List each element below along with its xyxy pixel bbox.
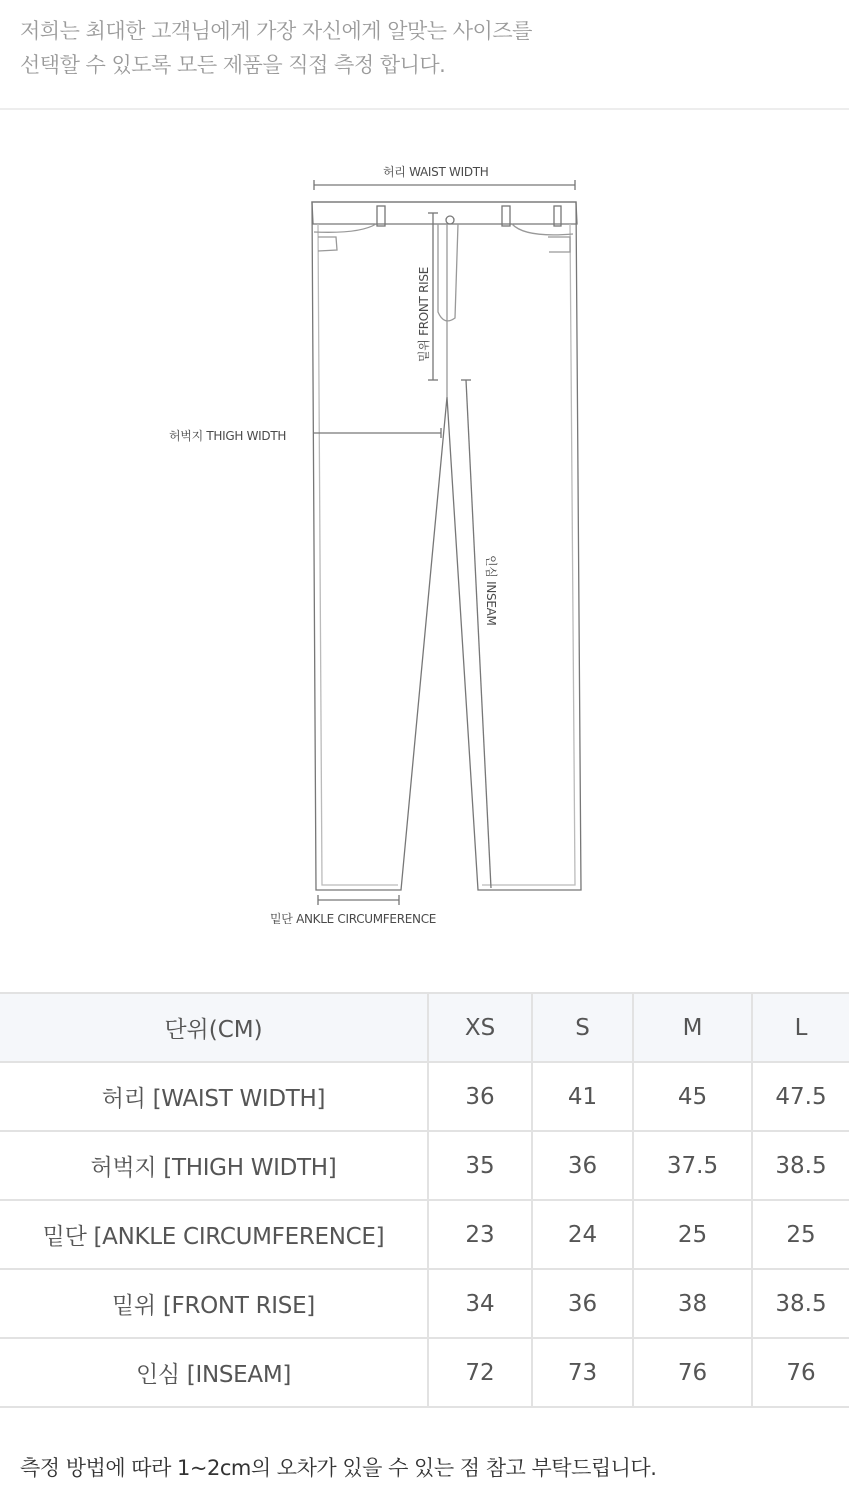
row-label: 허벅지 [THIGH WIDTH] xyxy=(0,1131,428,1200)
pants-measurement-diagram xyxy=(0,112,849,972)
size-table xyxy=(0,992,849,1408)
cell-value: 23 xyxy=(428,1200,532,1269)
thigh-label: 허벅지 THIGH WIDTH xyxy=(169,429,287,443)
cell-value: 72 xyxy=(428,1338,532,1407)
cell-value: 41 xyxy=(532,1062,633,1131)
table-row xyxy=(0,1131,849,1200)
table-header-row xyxy=(0,993,849,1062)
cell-value: 24 xyxy=(532,1200,633,1269)
header-unit: 단위(CM) xyxy=(0,993,428,1062)
intro-divider xyxy=(0,108,849,110)
cell-value: 47.5 xyxy=(752,1062,849,1131)
table-row xyxy=(0,1338,849,1407)
cell-value: 37.5 xyxy=(633,1131,752,1200)
cell-value: 73 xyxy=(532,1338,633,1407)
cell-value: 76 xyxy=(633,1338,752,1407)
cell-value: 35 xyxy=(428,1131,532,1200)
cell-value: 36 xyxy=(532,1131,633,1200)
header-size-s: S xyxy=(532,993,633,1062)
intro-line-2: 선택할 수 있도록 모든 제품을 직접 측정 합니다. xyxy=(20,53,446,77)
cell-value: 25 xyxy=(752,1200,849,1269)
row-label: 허리 [WAIST WIDTH] xyxy=(0,1062,428,1131)
table-row xyxy=(0,1269,849,1338)
cell-value: 38.5 xyxy=(752,1269,849,1338)
header-size-m: M xyxy=(633,993,752,1062)
header-size-l: L xyxy=(752,993,849,1062)
measurement-note: 측정 방법에 따라 1~2cm의 오차가 있을 수 있는 점 참고 부탁드립니다. xyxy=(20,1456,657,1480)
cell-value: 36 xyxy=(532,1269,633,1338)
cell-value: 25 xyxy=(633,1200,752,1269)
inseam-label: 인심 INSEAM xyxy=(484,555,498,626)
row-label: 밑단 [ANKLE CIRCUMFERENCE] xyxy=(0,1200,428,1269)
cell-value: 38 xyxy=(633,1269,752,1338)
pants-illustration xyxy=(0,112,849,972)
cell-value: 34 xyxy=(428,1269,532,1338)
row-label: 밑위 [FRONT RISE] xyxy=(0,1269,428,1338)
ankle-label: 밑단 ANKLE CIRCUMFERENCE xyxy=(270,912,437,926)
header-size-xs: XS xyxy=(428,993,532,1062)
cell-value: 38.5 xyxy=(752,1131,849,1200)
intro-text xyxy=(20,14,820,82)
waist-label: 허리 WAIST WIDTH xyxy=(383,165,489,179)
cell-value: 76 xyxy=(752,1338,849,1407)
table-row xyxy=(0,1062,849,1131)
cell-value: 45 xyxy=(633,1062,752,1131)
table-row xyxy=(0,1200,849,1269)
front-rise-label: 밑위 FRONT RISE xyxy=(417,267,431,362)
row-label: 인심 [INSEAM] xyxy=(0,1338,428,1407)
cell-value: 36 xyxy=(428,1062,532,1131)
inseam-measure-line xyxy=(466,380,491,888)
intro-line-1: 저희는 최대한 고객님에게 가장 자신에게 알맞는 사이즈를 xyxy=(20,19,532,43)
